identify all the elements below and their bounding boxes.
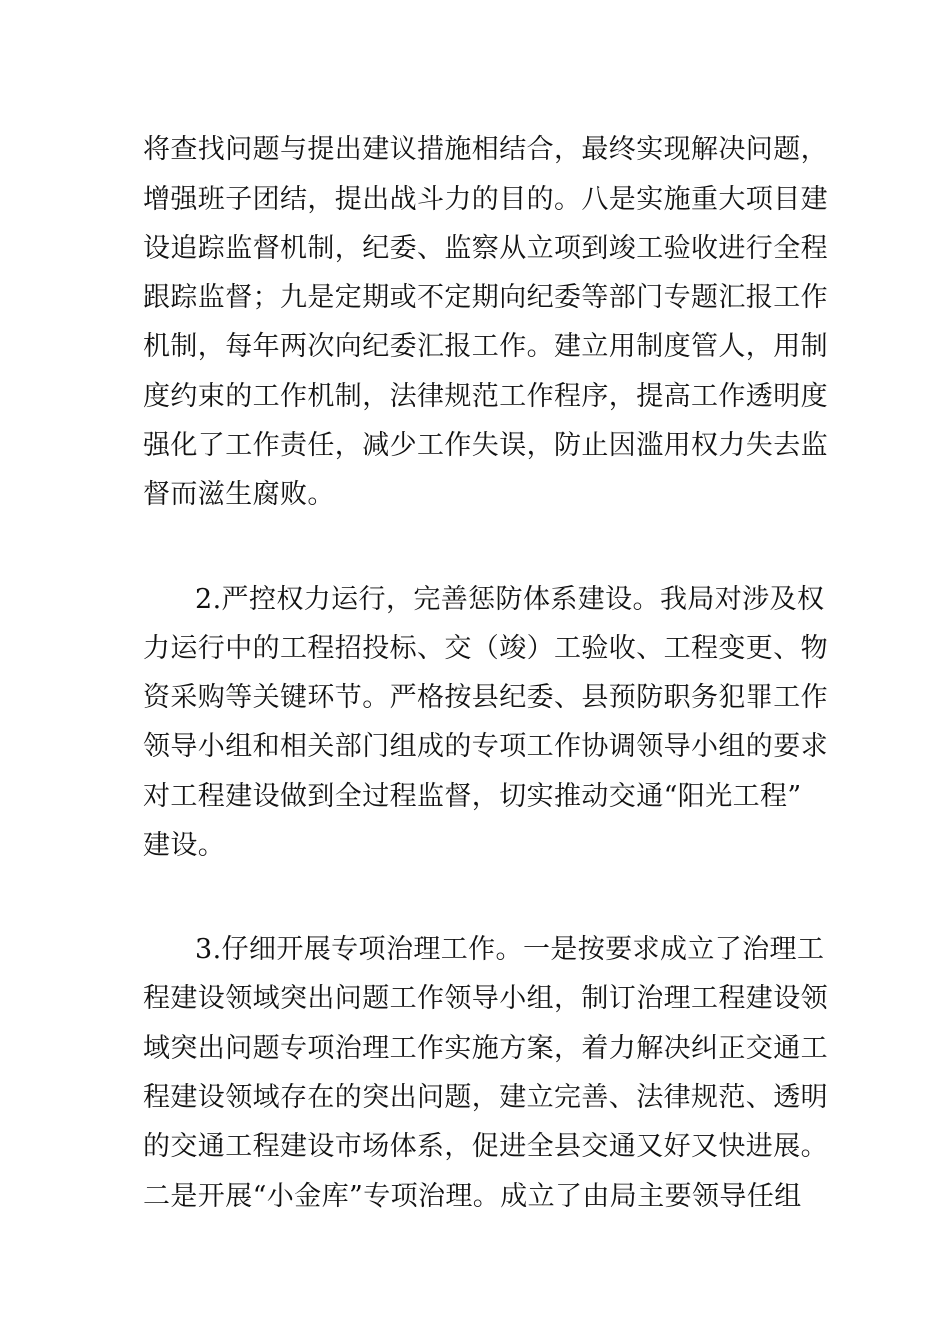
paragraph-1-line-8: 督而滋生腐败。 bbox=[143, 479, 335, 510]
paragraph-3-line-5: 的交通工程建设市场体系，促进全县交通又好又快进展。 bbox=[143, 1131, 828, 1162]
paragraph-1-line-6: 度约束的工作机制，法律规范工作程序，提高工作透明度 bbox=[143, 381, 828, 412]
paragraph-2-line-5: 对工程建设做到全过程监督，切实推动交通“阳光工程” bbox=[143, 781, 802, 812]
paragraph-2-line-1: 2.严控权力运行，完善惩防体系建设。我局对涉及权 bbox=[195, 584, 825, 615]
paragraph-3-line-3: 域突出问题专项治理工作实施方案，着力解决纠正交通工 bbox=[143, 1033, 828, 1064]
paragraph-3-line-1: 3.仔细开展专项治理工作。一是按要求成立了治理工 bbox=[195, 934, 825, 965]
paragraph-3-line-2: 程建设领域突出问题工作领导小组，制订治理工程建设领 bbox=[143, 983, 828, 1014]
paragraph-2-line-2: 力运行中的工程招投标、交（竣）工验收、工程变更、物 bbox=[143, 633, 828, 664]
paragraph-1-line-2: 增强班子团结，提出战斗力的目的。八是实施重大项目建 bbox=[143, 184, 828, 215]
paragraph-1-line-4: 跟踪监督；九是定期或不定期向纪委等部门专题汇报工作 bbox=[143, 282, 828, 313]
paragraph-1-line-5: 机制，每年两次向纪委汇报工作。建立用制度管人，用制 bbox=[143, 331, 828, 362]
paragraph-1-line-3: 设追踪监督机制，纪委、监察从立项到竣工验收进行全程 bbox=[143, 233, 828, 264]
paragraph-2-line-6: 建设。 bbox=[143, 830, 226, 861]
paragraph-1-line-1: 将查找问题与提出建议措施相结合，最终实现解决问题， bbox=[143, 134, 828, 165]
paragraph-3-line-6: 二是开展“小金库”专项治理。成立了由局主要领导任组 bbox=[143, 1181, 802, 1212]
paragraph-3-line-4: 程建设领域存在的突出问题，建立完善、法律规范、透明 bbox=[143, 1082, 828, 1113]
paragraph-2-line-4: 领导小组和相关部门组成的专项工作协调领导小组的要求 bbox=[143, 731, 828, 762]
paragraph-1-line-7: 强化了工作责任，减少工作失误，防止因滥用权力失去监 bbox=[143, 430, 828, 461]
paragraph-2-line-3: 资采购等关键环节。严格按县纪委、县预防职务犯罪工作 bbox=[143, 682, 828, 713]
